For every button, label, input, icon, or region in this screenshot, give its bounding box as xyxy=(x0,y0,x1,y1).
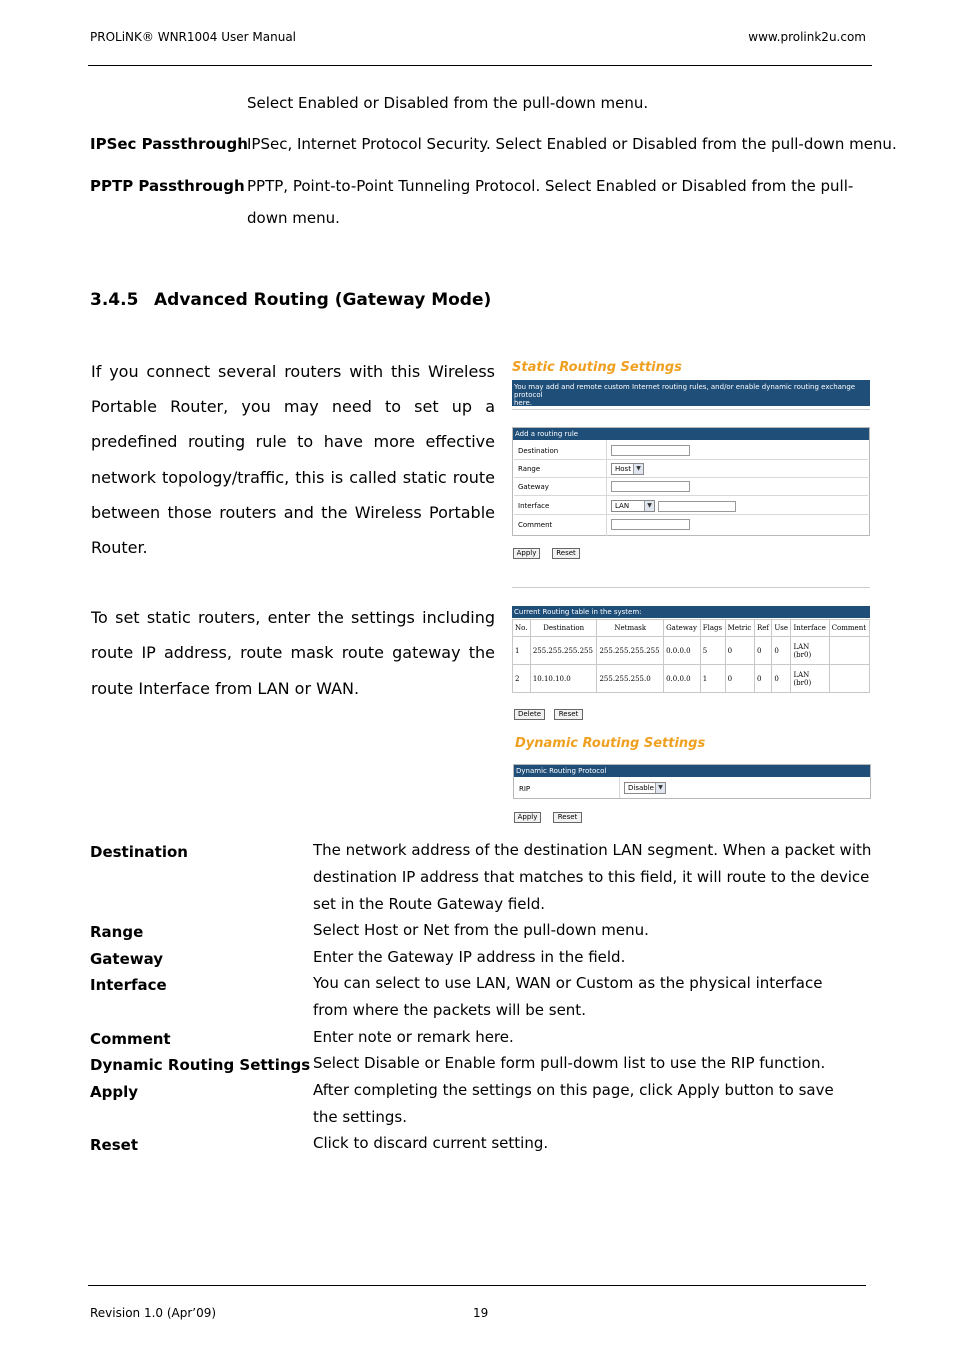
column-header: Netmask xyxy=(597,620,664,637)
table-cell: 0 xyxy=(725,637,754,665)
term-gateway: Gateway xyxy=(90,950,164,968)
divider xyxy=(512,409,870,410)
column-header: Interface xyxy=(791,620,829,637)
delete-button[interactable]: Delete xyxy=(514,709,545,720)
interface-device: (br0) xyxy=(793,650,812,659)
info-line: here. xyxy=(514,399,532,407)
dynamic-apply-button[interactable]: Apply xyxy=(514,812,541,823)
table-cell: 2 xyxy=(513,665,531,693)
def-gateway: Enter the Gateway IP address in the field. xyxy=(313,948,626,966)
paragraph-line: Router. xyxy=(91,538,148,557)
paragraph-line: network topology/traffic, this is called static route xyxy=(91,468,495,487)
def-range: Select Host or Net from the pull-down menu. xyxy=(313,921,649,939)
interface-select[interactable] xyxy=(611,500,655,512)
def-reset: Click to discard current setting. xyxy=(313,1134,549,1152)
table-row xyxy=(513,637,870,665)
table-header-row xyxy=(513,620,870,637)
term-apply: Apply xyxy=(90,1083,139,1101)
table-cell: 1 xyxy=(513,637,531,665)
interface-label: Interface xyxy=(518,502,550,510)
term-interface: Interface xyxy=(90,976,167,994)
paragraph-line: If you connect several routers with this Wireless xyxy=(91,362,495,381)
chevron-down-icon: ▼ xyxy=(655,783,665,793)
def-ipsec: IPSec, Internet Protocol Security. Select Enabled or Disabled from the pull-down menu. xyxy=(247,135,897,153)
comment-label: Comment xyxy=(518,521,553,529)
table-cell: 255.255.255.255 xyxy=(597,637,664,665)
paragraph-line: between those routers and the Wireless Portable xyxy=(91,503,495,522)
term-comment: Comment xyxy=(90,1030,171,1048)
doc-header-title: PROLiNK® WNR1004 User Manual xyxy=(90,30,297,44)
term-pptp: PPTP Passthrough xyxy=(90,177,245,195)
interface-device: (br0) xyxy=(793,678,812,687)
table-cell: 255.255.255.0 xyxy=(597,665,664,693)
rip-label: RIP xyxy=(519,785,531,793)
custom-interface-input[interactable] xyxy=(658,501,736,512)
footer-rule xyxy=(88,1285,866,1286)
range-select[interactable] xyxy=(611,463,644,475)
dynamic-reset-button[interactable]: Reset xyxy=(553,812,582,823)
gateway-label: Gateway xyxy=(518,483,549,491)
def-dynamic-routing: Select Disable or Enable form pull-dowm list to use the RIP function. xyxy=(313,1054,826,1072)
section-number: 3.4.5 xyxy=(90,290,139,310)
rip-select[interactable] xyxy=(624,782,666,794)
table-cell: 0 xyxy=(772,637,791,665)
term-reset: Reset xyxy=(90,1136,138,1154)
range-value: Host xyxy=(615,465,631,473)
comment-input[interactable] xyxy=(611,519,690,530)
static-routing-title: Static Routing Settings xyxy=(512,360,682,375)
row-divider xyxy=(514,514,868,515)
column-divider xyxy=(619,777,620,798)
def-comment: Enter note or remark here. xyxy=(313,1028,514,1046)
table-cell: 0 xyxy=(754,637,771,665)
paragraph-line: To set static routers, enter the settings including xyxy=(91,608,495,627)
chevron-down-icon: ▼ xyxy=(644,501,654,511)
intro-paragraph xyxy=(91,362,495,562)
dynamic-routing-box xyxy=(513,764,871,799)
def-pptp-line1: PPTP, Point-to-Point Tunneling Protocol. Select Enabled or Disabled from the pull- xyxy=(247,177,854,195)
def-interface: You can select to use LAN, WAN or Custom as the physical interface from where the packets will be sent. xyxy=(313,974,823,1019)
table-cell xyxy=(829,637,869,665)
row-divider xyxy=(514,459,868,460)
paragraph-line: Portable Router, you may need to set up a xyxy=(91,397,495,416)
table-cell xyxy=(791,665,829,693)
column-divider xyxy=(606,440,607,536)
header-rule xyxy=(88,65,872,66)
routing-table-header: Current Routing table in the system: xyxy=(512,606,870,618)
reset-button[interactable]: Reset xyxy=(552,548,580,559)
reset-table-button[interactable]: Reset xyxy=(554,709,583,720)
term-dynamic-routing: Dynamic Routing Settings xyxy=(90,1056,311,1074)
table-cell xyxy=(791,637,829,665)
table-cell: 10.10.10.0 xyxy=(530,665,597,693)
table-cell: 0 xyxy=(772,665,791,693)
info-box xyxy=(512,380,870,406)
doc-header-url: www.prolink2u.com xyxy=(748,30,866,44)
term-ipsec: IPSec Passthrough xyxy=(90,135,248,153)
column-header: Comment xyxy=(829,620,869,637)
column-header: Destination xyxy=(530,620,597,637)
dynamic-routing-header: Dynamic Routing Protocol xyxy=(514,765,870,777)
column-header: Metric xyxy=(725,620,754,637)
term-range: Range xyxy=(90,923,144,941)
table-cell xyxy=(829,665,869,693)
add-rule-header: Add a routing rule xyxy=(513,428,869,440)
column-header: Use xyxy=(772,620,791,637)
table-cell: 5 xyxy=(700,637,725,665)
section-title: Advanced Routing (Gateway Mode) xyxy=(154,290,492,310)
table-row xyxy=(513,665,870,693)
destination-input[interactable] xyxy=(611,445,690,456)
def-pptp-line2: down menu. xyxy=(247,209,340,227)
interface-name: LAN xyxy=(793,670,810,679)
paragraph-line: route Interface from LAN or WAN. xyxy=(91,679,360,698)
table-cell: 0.0.0.0 xyxy=(664,637,701,665)
interface-name: LAN xyxy=(793,642,810,651)
table-cell: 1 xyxy=(700,665,725,693)
range-label: Range xyxy=(518,465,541,473)
continued-definition: Select Enabled or Disabled from the pull-down menu. xyxy=(247,94,649,112)
table-cell: 0 xyxy=(754,665,771,693)
dynamic-routing-title: Dynamic Routing Settings xyxy=(515,736,706,751)
rip-value: Disable xyxy=(628,784,654,792)
chevron-down-icon: ▼ xyxy=(633,464,643,474)
page-number: 19 xyxy=(473,1306,489,1320)
def-apply: After completing the settings on this page, click Apply button to save the settings. xyxy=(313,1081,834,1126)
apply-button[interactable]: Apply xyxy=(513,548,540,559)
gateway-input[interactable] xyxy=(611,481,690,492)
column-header: No. xyxy=(513,620,531,637)
footer-revision: Revision 1.0 (Apr’09) xyxy=(90,1306,217,1320)
row-divider xyxy=(514,477,868,478)
add-rule-box xyxy=(512,427,870,536)
divider xyxy=(512,587,870,588)
row-divider xyxy=(514,495,868,496)
interface-value: LAN xyxy=(615,502,630,510)
column-header: Flags xyxy=(700,620,725,637)
static-route-paragraph xyxy=(91,608,495,718)
table-cell: 0 xyxy=(725,665,754,693)
column-header: Gateway xyxy=(664,620,701,637)
routing-settings-screenshot xyxy=(508,355,876,830)
table-cell: 0.0.0.0 xyxy=(664,665,701,693)
column-header: Ref xyxy=(754,620,771,637)
table-cell: 255.255.255.255 xyxy=(530,637,597,665)
term-destination: Destination xyxy=(90,843,188,861)
destination-label: Destination xyxy=(518,447,559,455)
info-line: You may add and remote custom Internet routing rules, and/or enable dynamic routing exchange protocol xyxy=(514,383,856,399)
paragraph-line: route IP address, route mask route gateway the xyxy=(91,643,495,662)
routing-table xyxy=(512,619,870,693)
def-destination: The network address of the destination LAN segment. When a packet with destination IP address that matches to this field, it will route to the device set in the Route Gateway field. xyxy=(313,841,872,913)
paragraph-line: predefined routing rule to have more effective xyxy=(91,432,495,451)
